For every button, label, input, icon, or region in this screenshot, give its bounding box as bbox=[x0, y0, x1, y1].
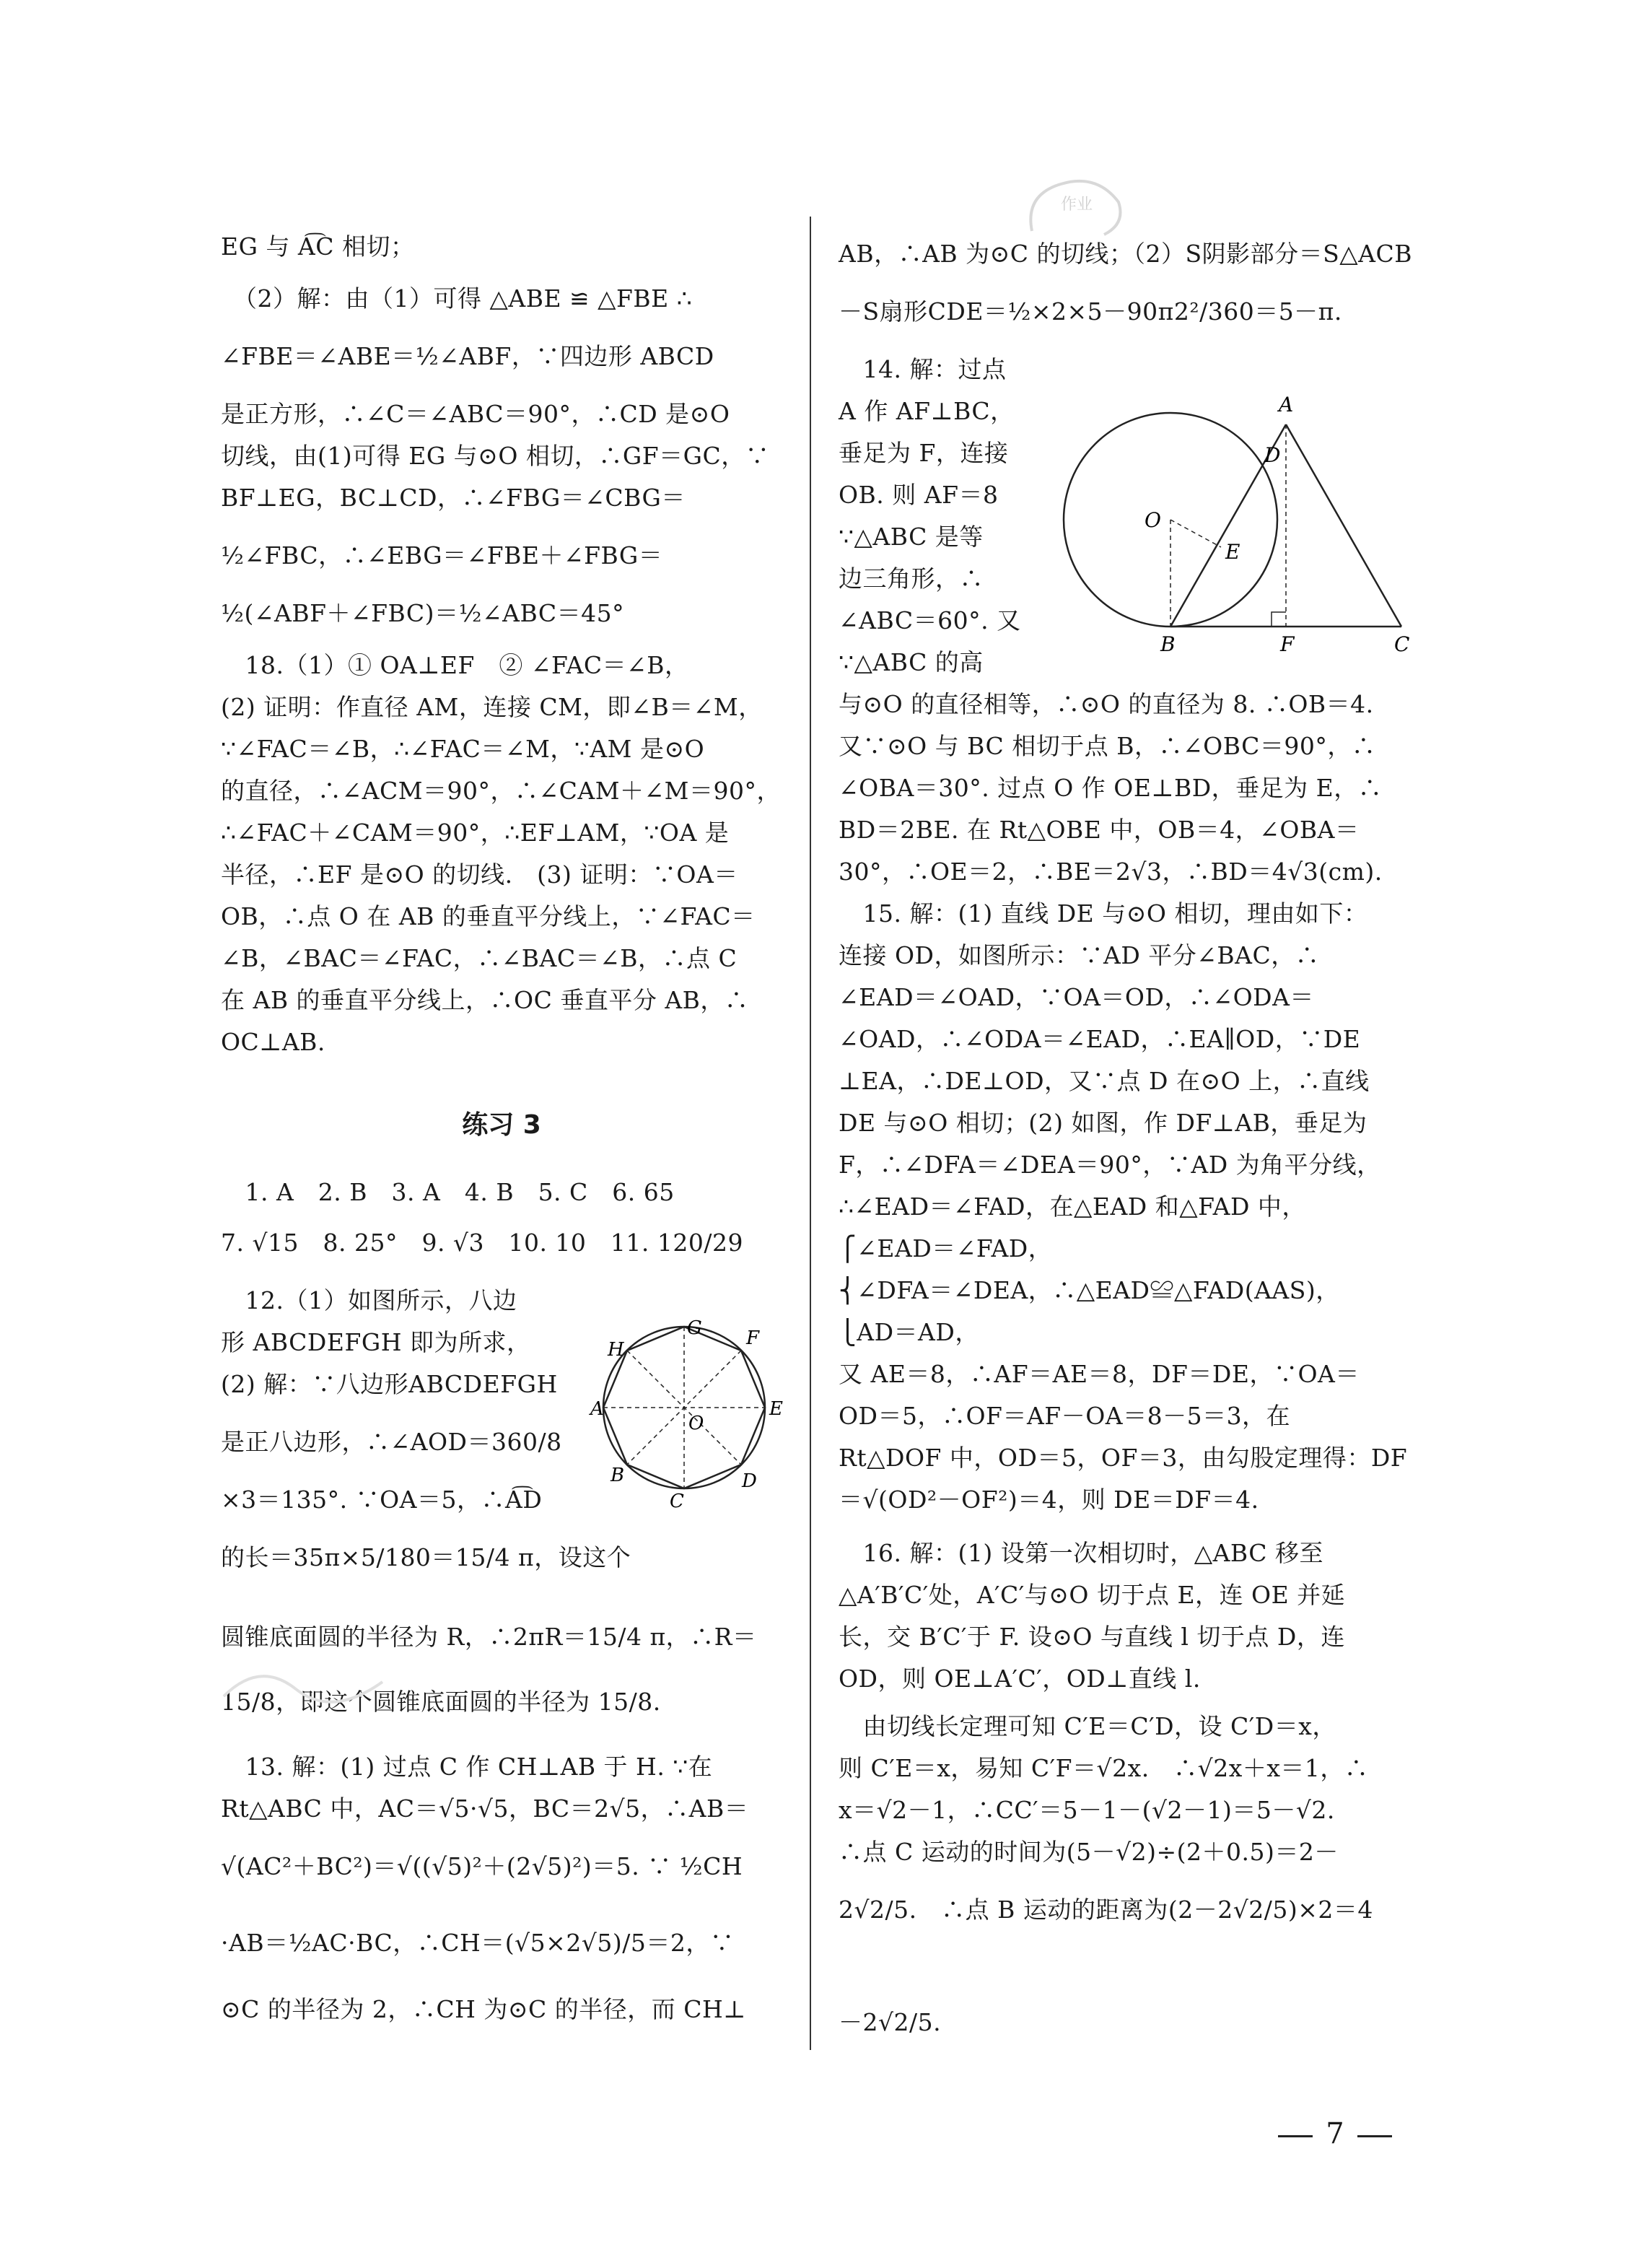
text-line: 15/8，即这个圆锥底面圆的半径为 15/8. bbox=[221, 1688, 661, 1716]
text-line: 是正方形，∴∠C＝∠ABC＝90°，∴CD 是⊙O bbox=[221, 400, 730, 428]
label-A: A bbox=[1279, 393, 1294, 416]
label-C: C bbox=[670, 1491, 684, 1509]
stamp-logo bbox=[1017, 166, 1133, 245]
label-D: D bbox=[1264, 443, 1281, 467]
text-line: 连接 OD，如图所示：∵AD 平分∠BAC，∴ bbox=[839, 941, 1320, 969]
text-line: 14. 解：过点 bbox=[839, 355, 1007, 383]
section-title: 练习 3 bbox=[462, 1110, 541, 1140]
text-line: BD＝2BE. 在 Rt△OBE 中，OB＝4，∠OBA＝ bbox=[839, 816, 1360, 844]
text-line: 长，交 B′C′于 F. 设⊙O 与直线 l 切于点 D，连 bbox=[839, 1623, 1345, 1651]
text-line: 13. 解：(1) 过点 C 作 CH⊥AB 于 H. ∵在 bbox=[221, 1753, 713, 1781]
text-line: 2√2/5. ∴点 B 运动的距离为(2－2√2/5)×2＝4 bbox=[839, 1896, 1373, 1924]
svg-text:作业: 作业 bbox=[1061, 196, 1093, 214]
text-line: OB，∴点 O 在 AB 的垂直平分线上，∵∠FAC＝ bbox=[221, 902, 756, 930]
text-line: ·AB＝½AC·BC，∴CH＝(√5×2√5)/5＝2，∵ bbox=[221, 1929, 735, 1957]
text-line: 12.（1）如图所示，八边 bbox=[221, 1286, 517, 1314]
label-E: E bbox=[769, 1398, 783, 1420]
label-D: D bbox=[742, 1470, 757, 1492]
text-line: 则 C′E＝x，易知 C′F＝√2x. ∴√2x＋x＝1，∴ bbox=[839, 1754, 1369, 1782]
label-F: F bbox=[746, 1327, 760, 1349]
text-line: BF⊥EG，BC⊥CD，∴∠FBG＝∠CBG＝ bbox=[221, 484, 686, 512]
text-line: ½(∠ABF＋∠FBC)＝½∠ABC＝45° bbox=[221, 599, 625, 627]
text-line: AB，∴AB 为⊙C 的切线；（2）S阴影部分＝S△ACB bbox=[839, 240, 1412, 268]
text-line: 切线，由(1)可得 EG 与⊙O 相切，∴GF＝GC，∵ bbox=[221, 442, 770, 470]
text-line: －2√2/5. bbox=[839, 2008, 942, 2036]
text-line: (2) 解：∵八边形ABCDEFGH bbox=[221, 1370, 558, 1398]
label-A: A bbox=[590, 1398, 604, 1420]
label-O: O bbox=[688, 1413, 704, 1434]
text-line: ∠OAD，∴∠ODA＝∠EAD，∴EA∥OD，∵DE bbox=[839, 1025, 1361, 1053]
text-line: OD＝5，∴OF＝AF－OA＝8－5＝3，在 bbox=[839, 1402, 1291, 1430]
label-C: C bbox=[1394, 632, 1410, 656]
text-line: ∠EAD＝∠OAD，∵OA＝OD，∴∠ODA＝ bbox=[839, 983, 1314, 1011]
label-E: E bbox=[1225, 540, 1240, 564]
watermark bbox=[216, 1653, 390, 1722]
label-G: G bbox=[687, 1317, 702, 1339]
text-line: ∵△ABC 是等 bbox=[839, 523, 984, 551]
text-line: 16. 解：(1) 设第一次相切时，△ABC 移至 bbox=[839, 1539, 1324, 1567]
text-line: 圆锥底面圆的半径为 R，∴2πR＝15/4 π，∴R＝ bbox=[221, 1623, 757, 1651]
text-line: Rt△ABC 中，AC＝√5·√5，BC＝2√5，∴AB＝ bbox=[221, 1794, 749, 1823]
text-line: ⊙C 的半径为 2，∴CH 为⊙C 的半径，而 CH⊥ bbox=[221, 1995, 746, 2023]
text-line: Rt△DOF 中，OD＝5，OF＝3，由勾股定理得：DF bbox=[839, 1444, 1408, 1472]
text-line: 15. 解：(1) 直线 DE 与⊙O 相切，理由如下： bbox=[839, 899, 1368, 928]
text-line: ⊥EA，∴DE⊥OD，又∵点 D 在⊙O 上，∴直线 bbox=[839, 1067, 1370, 1095]
text-line: 30°，∴OE＝2，∴BE＝2√3，∴BD＝4√3(cm). bbox=[839, 858, 1383, 886]
text-line: ∴∠EAD＝∠FAD，在△EAD 和△FAD 中， bbox=[839, 1192, 1306, 1221]
text-line: ⎨∠DFA＝∠DEA，∴△EAD≌△FAD(AAS)， bbox=[839, 1276, 1340, 1304]
text-line: ∠FBE＝∠ABE＝½∠ABF，∵四边形 ABCD bbox=[221, 342, 714, 370]
text-line: ⎩AD＝AD， bbox=[839, 1318, 979, 1346]
text-line: x＝√2－1，∴CC′＝5－1－(√2－1)＝5－√2. bbox=[839, 1796, 1335, 1824]
circle-triangle-figure bbox=[1055, 383, 1416, 657]
text-line: 在 AB 的垂直平分线上，∴OC 垂直平分 AB，∴ bbox=[221, 986, 749, 1014]
text-line: 与⊙O 的直径相等，∴⊙O 的直径为 8. ∴OB＝4. bbox=[839, 690, 1374, 718]
text-line: OD，则 OE⊥A′C′，OD⊥直线 l. bbox=[839, 1665, 1201, 1693]
text-line: 的直径，∴∠ACM＝90°，∴∠CAM＋∠M＝90°， bbox=[221, 777, 781, 805]
label-B: B bbox=[1160, 632, 1176, 656]
text-line: √(AC²＋BC²)＝√((√5)²＋(2√5)²)＝5. ∵ ½CH bbox=[221, 1852, 743, 1880]
text-line: 半径，∴EF 是⊙O 的切线. (3) 证明：∵OA＝ bbox=[221, 860, 738, 889]
text-line: ×3＝135°. ∵OA＝5，∴A͡D bbox=[221, 1486, 543, 1514]
text-line: A 作 AF⊥BC， bbox=[839, 397, 1015, 425]
text-line: ∴点 C 运动的时间为(5－√2)÷(2＋0.5)＝2－ bbox=[839, 1838, 1339, 1866]
label-F: F bbox=[1280, 632, 1295, 656]
text-line: －S扇形CDE＝½×2×5－90π2²/360＝5－π. bbox=[839, 297, 1342, 326]
text-line: F，∴∠DFA＝∠DEA＝90°，∵AD 为角平分线， bbox=[839, 1151, 1381, 1179]
text-line: ∴∠FAC＋∠CAM＝90°，∴EF⊥AM，∵OA 是 bbox=[221, 819, 730, 847]
text-line: (2) 证明：作直径 AM，连接 CM，即∠B＝∠M， bbox=[221, 693, 763, 721]
text-line: 由切线长定理可知 C′E＝C′D，设 C′D＝x， bbox=[839, 1712, 1336, 1740]
text-line: 又∵⊙O 与 BC 相切于点 B，∴∠OBC＝90°，∴ bbox=[839, 732, 1376, 760]
text-line: ∠OBA＝30°. 过点 O 作 OE⊥BD，垂足为 E，∴ bbox=[839, 774, 1383, 802]
text-line: EG 与 A͡C 相切； bbox=[221, 232, 415, 261]
dash-right bbox=[1357, 2135, 1392, 2137]
answers-line: 1. A 2. B 3. A 4. B 5. C 6. 65 bbox=[221, 1178, 675, 1206]
text-line: 又 AE＝8，∴AF＝AE＝8，DF＝DE，∵OA＝ bbox=[839, 1360, 1360, 1388]
text-line: ∠B，∠BAC＝∠FAC，∴∠BAC＝∠B，∴点 C bbox=[221, 944, 738, 972]
text-line: OC⊥AB. bbox=[221, 1028, 325, 1056]
label-B: B bbox=[610, 1465, 625, 1486]
text-line: 垂足为 F，连接 bbox=[839, 439, 1009, 467]
text-line: ∠ABC＝60°. 又 bbox=[839, 606, 1021, 634]
label-H: H bbox=[608, 1339, 624, 1361]
text-line: 的长＝35π×5/180＝15/4 π，设这个 bbox=[221, 1543, 631, 1571]
text-line: 形 ABCDEFGH 即为所求， bbox=[221, 1328, 531, 1356]
label-O: O bbox=[1145, 508, 1161, 532]
text-line: OB. 则 AF＝8 bbox=[839, 481, 999, 509]
page-number bbox=[1256, 2116, 1414, 2151]
text-line: 边三角形，∴ bbox=[839, 564, 984, 593]
watermark-shape bbox=[216, 1653, 390, 1711]
text-line: ∵△ABC 的高 bbox=[839, 648, 984, 676]
text-line: ⎧∠EAD＝∠FAD， bbox=[839, 1234, 1053, 1262]
text-line: ∵∠FAC＝∠B，∴∠FAC＝∠M，∵AM 是⊙O bbox=[221, 735, 705, 763]
column-divider bbox=[810, 217, 811, 2050]
octagon-figure bbox=[583, 1314, 785, 1509]
text-line: 18.（1）① OA⊥EF ② ∠FAC＝∠B， bbox=[221, 651, 689, 679]
text-line: ½∠FBC，∴∠EBG＝∠FBE＋∠FBG＝ bbox=[221, 541, 663, 570]
answers-line: 7. √15 8. 25° 9. √3 10. 10 11. 120/29 bbox=[221, 1229, 743, 1257]
text-line: ＝√(OD²－OF²)＝4，则 DE＝DF＝4. bbox=[839, 1486, 1259, 1514]
page-number-value: 7 bbox=[1326, 2117, 1344, 2150]
text-line: （2）解：由（1）可得 △ABE ≌ △FBE ∴ bbox=[221, 284, 693, 313]
text-line: △A′B′C′处，A′C′与⊙O 切于点 E，连 OE 并延 bbox=[839, 1581, 1346, 1609]
text-line: 是正八边形，∴∠AOD＝360/8 bbox=[221, 1428, 562, 1456]
dash-left bbox=[1278, 2135, 1313, 2137]
text-line: DE 与⊙O 相切；(2) 如图，作 DF⊥AB，垂足为 bbox=[839, 1109, 1367, 1137]
